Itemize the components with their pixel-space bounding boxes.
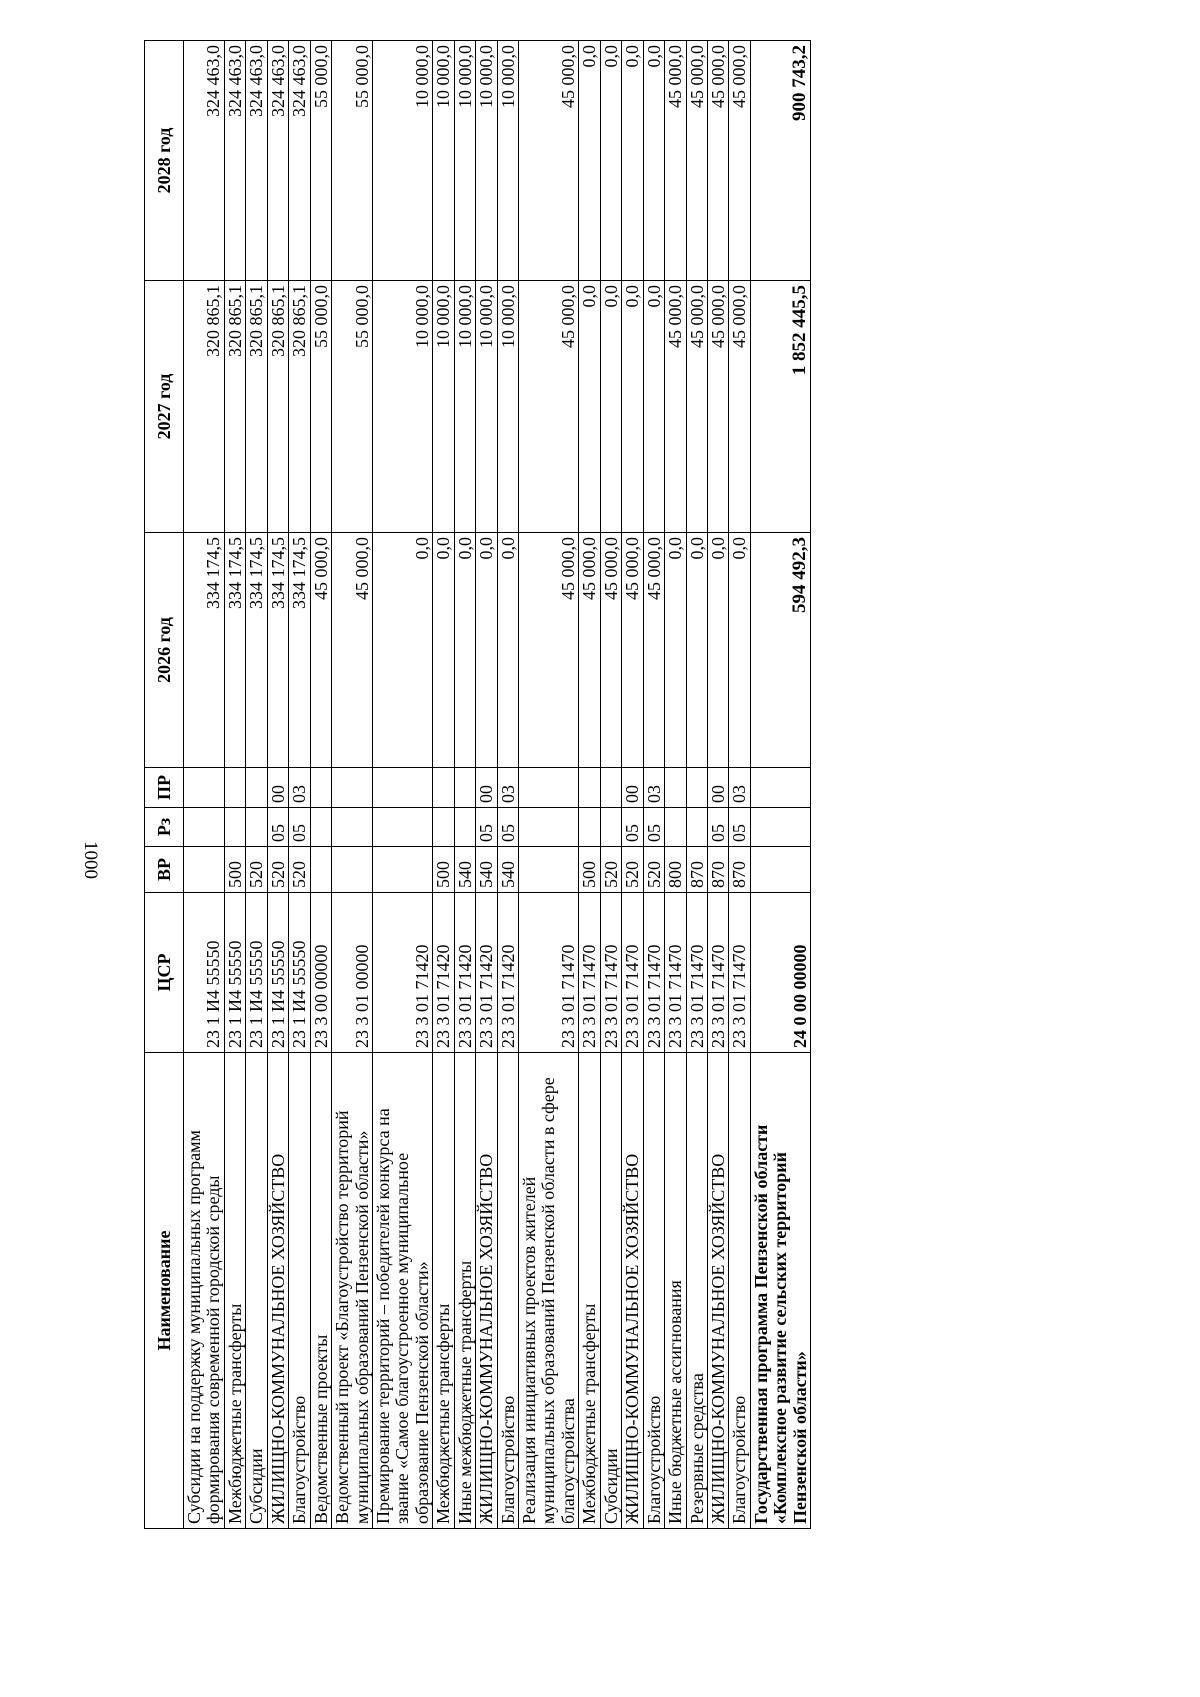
cell-rz [224, 808, 245, 847]
cell-pr: 00 [267, 768, 288, 808]
cell-name: Межбюджетные трансферты [433, 1053, 454, 1529]
cell-vr: 500 [579, 847, 600, 893]
cell-name: Благоустройство [497, 1053, 518, 1529]
cell-csr: 23 3 01 71470 [579, 893, 600, 1053]
cell-2028: 324 463,0 [246, 41, 267, 281]
header-name: Наименование [145, 1053, 184, 1529]
cell-name: Межбюджетные трансферты [579, 1053, 600, 1529]
cell-name: Иные межбюджетные трансферты [454, 1053, 475, 1529]
cell-name: ЖИЛИЩНО-КОММУНАЛЬНОЕ ХОЗЯЙСТВО [267, 1053, 288, 1529]
cell-pr: 03 [497, 768, 518, 808]
cell-pr: 00 [476, 768, 497, 808]
cell-csr: 24 0 00 00000 [750, 893, 810, 1053]
rotated-page-content [144, 41, 1040, 1529]
cell-2028: 10 000,0 [433, 41, 454, 281]
cell-2026: 45 000,0 [310, 533, 331, 768]
cell-2028: 0,0 [622, 41, 643, 281]
cell-2026: 334 174,5 [267, 533, 288, 768]
cell-pr [750, 768, 810, 808]
header-csr: ЦСР [145, 893, 184, 1053]
cell-rz [332, 808, 373, 847]
cell-2027: 1 852 445,5 [750, 281, 810, 533]
cell-2026: 45 000,0 [643, 533, 664, 768]
cell-csr: 23 1 И4 55550 [224, 893, 245, 1053]
cell-2028: 0,0 [643, 41, 664, 281]
cell-name: Субсидии [246, 1053, 267, 1529]
cell-2027: 55 000,0 [332, 281, 373, 533]
cell-2027: 0,0 [622, 281, 643, 533]
cell-2026: 334 174,5 [246, 533, 267, 768]
cell-rz: 05 [643, 808, 664, 847]
cell-rz [686, 808, 707, 847]
table-row [310, 41, 331, 1529]
cell-vr: 520 [246, 847, 267, 893]
cell-pr [686, 768, 707, 808]
cell-2028: 10 000,0 [372, 41, 432, 281]
cell-2026: 45 000,0 [332, 533, 373, 768]
cell-rz: 05 [267, 808, 288, 847]
budget-table [144, 40, 811, 1529]
cell-2027: 10 000,0 [433, 281, 454, 533]
table-row [665, 41, 686, 1529]
cell-csr: 23 3 01 71470 [707, 893, 728, 1053]
cell-name: Благоустройство [729, 1053, 750, 1529]
cell-csr: 23 1 И4 55550 [267, 893, 288, 1053]
cell-csr: 23 1 И4 55550 [246, 893, 267, 1053]
cell-2027: 45 000,0 [686, 281, 707, 533]
cell-name: Резервные средства [686, 1053, 707, 1529]
cell-2026: 0,0 [433, 533, 454, 768]
cell-2027: 45 000,0 [665, 281, 686, 533]
cell-2026: 334 174,5 [184, 533, 225, 768]
cell-2027: 10 000,0 [497, 281, 518, 533]
cell-2028: 900 743,2 [750, 41, 810, 281]
cell-vr: 500 [433, 847, 454, 893]
cell-2028: 45 000,0 [686, 41, 707, 281]
cell-pr [454, 768, 475, 808]
cell-2026: 334 174,5 [289, 533, 310, 768]
table-row [519, 41, 579, 1529]
cell-vr: 870 [729, 847, 750, 893]
cell-name: ЖИЛИЩНО-КОММУНАЛЬНОЕ ХОЗЯЙСТВО [707, 1053, 728, 1529]
table-row [332, 41, 373, 1529]
cell-vr: 520 [643, 847, 664, 893]
table-row [267, 41, 288, 1529]
page-number: 1000 [80, 841, 101, 879]
table-row [579, 41, 600, 1529]
cell-2027: 320 865,1 [246, 281, 267, 533]
cell-vr: 870 [707, 847, 728, 893]
table-row [433, 41, 454, 1529]
cell-2026: 334 174,5 [224, 533, 245, 768]
cell-csr: 23 3 01 71420 [454, 893, 475, 1053]
cell-2028: 45 000,0 [729, 41, 750, 281]
cell-2026: 45 000,0 [579, 533, 600, 768]
cell-2027: 45 000,0 [729, 281, 750, 533]
cell-2027: 320 865,1 [224, 281, 245, 533]
cell-pr [184, 768, 225, 808]
header-pr: ПР [145, 768, 184, 808]
cell-csr: 23 3 01 71470 [686, 893, 707, 1053]
cell-pr: 00 [622, 768, 643, 808]
cell-csr: 23 3 01 71420 [497, 893, 518, 1053]
cell-csr: 23 3 01 71470 [643, 893, 664, 1053]
cell-pr [246, 768, 267, 808]
cell-name: Субсидии на поддержку муниципальных программ формирования современной городской среды [184, 1053, 225, 1529]
cell-2026: 0,0 [665, 533, 686, 768]
table-row [476, 41, 497, 1529]
cell-2027: 10 000,0 [454, 281, 475, 533]
cell-vr [184, 847, 225, 893]
table-row [224, 41, 245, 1529]
header-2026: 2026 год [145, 533, 184, 768]
cell-rz: 05 [476, 808, 497, 847]
cell-2026: 0,0 [476, 533, 497, 768]
cell-rz: 05 [497, 808, 518, 847]
cell-csr: 23 3 01 71470 [622, 893, 643, 1053]
cell-name: Субсидии [600, 1053, 621, 1529]
table-row [184, 41, 225, 1529]
cell-2026: 594 492,3 [750, 533, 810, 768]
table-total-row [750, 41, 810, 1529]
cell-vr: 800 [665, 847, 686, 893]
cell-pr [600, 768, 621, 808]
table-row [643, 41, 664, 1529]
cell-csr: 23 3 01 71470 [600, 893, 621, 1053]
cell-vr: 540 [497, 847, 518, 893]
cell-rz [750, 808, 810, 847]
cell-rz: 05 [729, 808, 750, 847]
cell-2028: 324 463,0 [289, 41, 310, 281]
cell-vr [372, 847, 432, 893]
cell-vr: 520 [289, 847, 310, 893]
cell-2028: 45 000,0 [707, 41, 728, 281]
table-row [707, 41, 728, 1529]
table-row [372, 41, 432, 1529]
table-header-row [145, 41, 184, 1529]
cell-rz: 05 [622, 808, 643, 847]
cell-csr: 23 3 01 00000 [332, 893, 373, 1053]
cell-rz: 05 [707, 808, 728, 847]
cell-csr: 23 1 И4 55550 [184, 893, 225, 1053]
cell-pr [433, 768, 454, 808]
cell-2027: 0,0 [600, 281, 621, 533]
cell-2028: 0,0 [600, 41, 621, 281]
cell-2028: 0,0 [579, 41, 600, 281]
cell-2028: 55 000,0 [310, 41, 331, 281]
cell-vr: 520 [622, 847, 643, 893]
cell-2026: 0,0 [729, 533, 750, 768]
cell-rz [454, 808, 475, 847]
cell-vr [310, 847, 331, 893]
cell-2027: 45 000,0 [519, 281, 579, 533]
table-row [729, 41, 750, 1529]
table-row [686, 41, 707, 1529]
cell-2026: 45 000,0 [622, 533, 643, 768]
cell-pr [332, 768, 373, 808]
cell-rz [372, 808, 432, 847]
table-row [246, 41, 267, 1529]
cell-vr: 870 [686, 847, 707, 893]
cell-2027: 320 865,1 [289, 281, 310, 533]
cell-2028: 55 000,0 [332, 41, 373, 281]
cell-pr: 00 [707, 768, 728, 808]
cell-pr [224, 768, 245, 808]
cell-csr: 23 3 01 71470 [519, 893, 579, 1053]
cell-2027: 0,0 [643, 281, 664, 533]
cell-2026: 45 000,0 [600, 533, 621, 768]
header-2027: 2027 год [145, 281, 184, 533]
cell-name: Благоустройство [289, 1053, 310, 1529]
table-row [289, 41, 310, 1529]
cell-name: Ведомственный проект «Благоустройство территорий муниципальных образований Пензенской области» [332, 1053, 373, 1529]
cell-csr: 23 3 01 71420 [372, 893, 432, 1053]
cell-2028: 45 000,0 [665, 41, 686, 281]
cell-2027: 0,0 [579, 281, 600, 533]
cell-2027: 45 000,0 [707, 281, 728, 533]
table-row [454, 41, 475, 1529]
cell-name: Иные бюджетные ассигнования [665, 1053, 686, 1529]
cell-name: ЖИЛИЩНО-КОММУНАЛЬНОЕ ХОЗЯЙСТВО [476, 1053, 497, 1529]
cell-vr: 520 [600, 847, 621, 893]
cell-2028: 324 463,0 [267, 41, 288, 281]
cell-2027: 55 000,0 [310, 281, 331, 533]
cell-csr: 23 1 И4 55550 [289, 893, 310, 1053]
header-2028: 2028 год [145, 41, 184, 281]
cell-vr: 520 [267, 847, 288, 893]
cell-rz [310, 808, 331, 847]
cell-vr: 540 [454, 847, 475, 893]
header-rz: Рз [145, 808, 184, 847]
cell-vr [332, 847, 373, 893]
table-row [600, 41, 621, 1529]
cell-rz [246, 808, 267, 847]
cell-pr: 03 [729, 768, 750, 808]
cell-2026: 0,0 [372, 533, 432, 768]
cell-csr: 23 3 01 71420 [433, 893, 454, 1053]
cell-name: Ведомственные проекты [310, 1053, 331, 1529]
cell-2028: 10 000,0 [454, 41, 475, 281]
cell-csr: 23 3 01 71420 [476, 893, 497, 1053]
cell-2028: 10 000,0 [476, 41, 497, 281]
cell-name: Премирование территорий – победителей конкурса на звание «Самое благоустроенное муниципальное образование Пензенской области» [372, 1053, 432, 1529]
cell-rz [579, 808, 600, 847]
cell-vr: 500 [224, 847, 245, 893]
cell-rz: 05 [289, 808, 310, 847]
cell-pr [372, 768, 432, 808]
cell-csr: 23 3 00 00000 [310, 893, 331, 1053]
table-row [497, 41, 518, 1529]
cell-name: Межбюджетные трансферты [224, 1053, 245, 1529]
cell-pr [519, 768, 579, 808]
cell-2027: 10 000,0 [372, 281, 432, 533]
cell-name: ЖИЛИЩНО-КОММУНАЛЬНОЕ ХОЗЯЙСТВО [622, 1053, 643, 1529]
table-row [622, 41, 643, 1529]
cell-2026: 0,0 [497, 533, 518, 768]
cell-vr [750, 847, 810, 893]
cell-pr [579, 768, 600, 808]
cell-2028: 324 463,0 [224, 41, 245, 281]
cell-2026: 45 000,0 [519, 533, 579, 768]
cell-vr: 540 [476, 847, 497, 893]
cell-pr: 03 [643, 768, 664, 808]
cell-2026: 0,0 [707, 533, 728, 768]
cell-rz [184, 808, 225, 847]
cell-2026: 0,0 [686, 533, 707, 768]
cell-2026: 0,0 [454, 533, 475, 768]
cell-vr [519, 847, 579, 893]
cell-name: Государственная программа Пензенской области «Комплексное развитие сельских территорий Пензенской области» [750, 1053, 810, 1529]
cell-rz [665, 808, 686, 847]
cell-name: Реализация инициативных проектов жителей муниципальных образований Пензенской области в сфере благоустройства [519, 1053, 579, 1529]
table-body [184, 41, 811, 1529]
cell-pr [310, 768, 331, 808]
cell-pr [665, 768, 686, 808]
cell-rz [519, 808, 579, 847]
cell-rz [600, 808, 621, 847]
cell-csr: 23 3 01 71470 [665, 893, 686, 1053]
cell-2027: 320 865,1 [184, 281, 225, 533]
header-vr: ВР [145, 847, 184, 893]
cell-2028: 45 000,0 [519, 41, 579, 281]
cell-rz [433, 808, 454, 847]
cell-2027: 10 000,0 [476, 281, 497, 533]
cell-2028: 324 463,0 [184, 41, 225, 281]
cell-2027: 320 865,1 [267, 281, 288, 533]
cell-pr: 03 [289, 768, 310, 808]
cell-csr: 23 3 01 71470 [729, 893, 750, 1053]
cell-2028: 10 000,0 [497, 41, 518, 281]
cell-name: Благоустройство [643, 1053, 664, 1529]
